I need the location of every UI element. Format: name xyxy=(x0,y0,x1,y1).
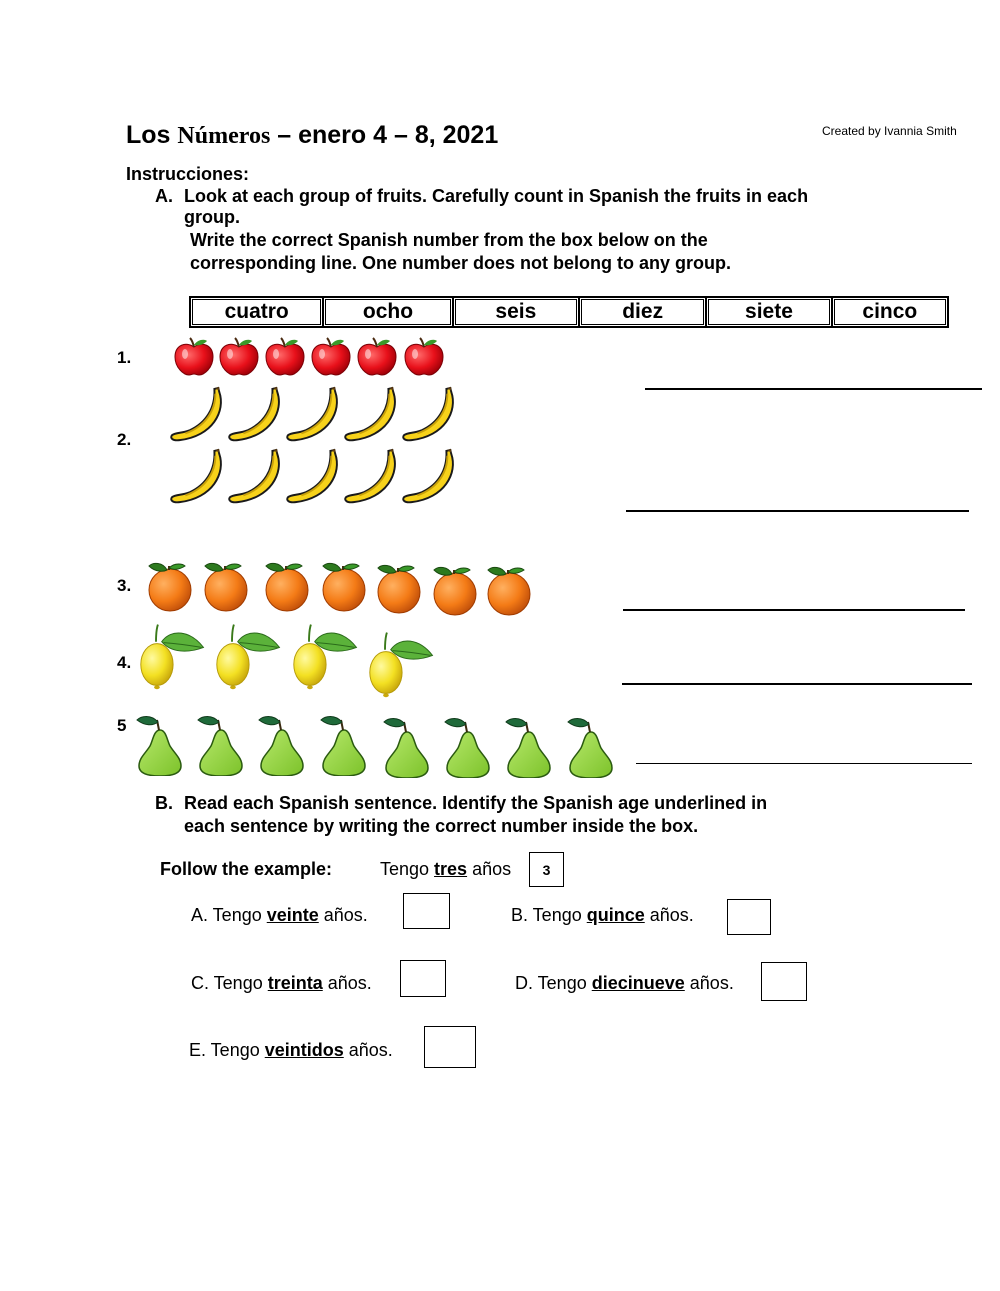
word-bank-cell: cuatro xyxy=(190,297,323,327)
instruction-a-marker: A. xyxy=(155,186,173,206)
answer-box-c[interactable] xyxy=(400,960,446,997)
orange-icon xyxy=(201,560,251,612)
sentence-a xyxy=(191,905,368,926)
sentence-c xyxy=(191,973,372,994)
word-bank-cell: siete xyxy=(706,297,831,327)
part-b-line: each sentence by writing the correct number inside the box. xyxy=(184,816,699,836)
example-label: Follow the example: xyxy=(160,859,333,879)
sentence-text: años xyxy=(467,859,512,879)
sentence-text: años. xyxy=(684,973,734,993)
answer-line[interactable] xyxy=(636,763,972,764)
example-sentence xyxy=(380,859,511,880)
answer-line[interactable] xyxy=(623,609,965,611)
banana-icon xyxy=(342,386,400,444)
underlined-age: treinta xyxy=(267,973,323,993)
answer-box-a[interactable] xyxy=(403,893,450,929)
orange-icon xyxy=(484,564,534,616)
word-bank-cell: cinco xyxy=(832,297,948,327)
answer-box-d[interactable] xyxy=(761,962,807,1001)
pear-icon xyxy=(135,714,185,776)
answer-line[interactable] xyxy=(645,388,982,390)
orange-icon xyxy=(262,560,312,612)
word-bank xyxy=(189,296,949,328)
part-b-instructions xyxy=(184,792,904,838)
example-answer-box: 3 xyxy=(529,852,564,887)
pear-icon xyxy=(319,714,369,776)
author-credit: Created by Ivannia Smith xyxy=(822,124,957,138)
apple-icon xyxy=(172,337,216,377)
banana-icon xyxy=(284,386,342,444)
lemon-icon xyxy=(366,628,442,698)
instructions-label: Instrucciones: xyxy=(126,164,250,184)
title-text: Los xyxy=(126,121,178,149)
banana-icon xyxy=(168,386,226,444)
question-number: 1. xyxy=(117,348,132,367)
question-number: 4. xyxy=(117,653,132,672)
page-title xyxy=(126,121,498,150)
part-b-line: Read each Spanish sentence. Identify the Spanish age underlined in xyxy=(184,793,768,813)
instruction-a-line: group. xyxy=(184,207,240,227)
sentence-e xyxy=(189,1040,393,1061)
lemon-icon xyxy=(137,620,213,690)
orange-icon xyxy=(430,564,480,616)
instruction-a-text xyxy=(184,186,904,228)
answer-box-b[interactable] xyxy=(727,899,771,935)
pear-icon xyxy=(504,716,554,778)
instruction-a-line: Look at each group of fruits. Carefully count in Spanish the fruits in each xyxy=(184,186,809,206)
apple-icon xyxy=(309,337,353,377)
underlined-age: tres xyxy=(434,859,468,879)
banana-icon xyxy=(400,386,458,444)
lemon-icon xyxy=(213,620,289,690)
instruction-a-text-2 xyxy=(190,229,910,275)
sentence-text: B. Tengo xyxy=(511,905,587,925)
orange-icon xyxy=(319,560,369,612)
question-number: 5 xyxy=(117,716,127,735)
sentence-text: D. Tengo xyxy=(515,973,592,993)
sentence-text: E. Tengo xyxy=(189,1040,265,1060)
sentence-text: años. xyxy=(322,973,372,993)
title-date: – enero 4 – 8, 2021 xyxy=(270,121,499,149)
question-number: 3. xyxy=(117,576,132,595)
banana-icon xyxy=(400,448,458,506)
banana-icon xyxy=(226,448,284,506)
apple-icon xyxy=(217,337,261,377)
underlined-age: veinte xyxy=(266,905,319,925)
banana-icon xyxy=(168,448,226,506)
banana-icon xyxy=(342,448,400,506)
banana-icon xyxy=(226,386,284,444)
sentence-b xyxy=(511,905,694,926)
pear-icon xyxy=(566,716,616,778)
word-bank-cell: diez xyxy=(579,297,706,327)
apple-icon xyxy=(355,337,399,377)
answer-line[interactable] xyxy=(626,510,969,512)
orange-icon xyxy=(145,560,195,612)
word-bank-cell: seis xyxy=(453,297,579,327)
orange-icon xyxy=(374,562,424,614)
sentence-text: C. Tengo xyxy=(191,973,268,993)
sentence-text: años. xyxy=(343,1040,393,1060)
part-b-marker: B. xyxy=(155,793,173,813)
underlined-age: veintidos xyxy=(264,1040,344,1060)
answer-line[interactable] xyxy=(622,683,972,685)
sentence-text: años. xyxy=(318,905,368,925)
underlined-age: diecinueve xyxy=(591,973,685,993)
sentence-d xyxy=(515,973,734,994)
answer-box-e[interactable] xyxy=(424,1026,476,1068)
lemon-icon xyxy=(290,620,366,690)
title-text-serif: Números xyxy=(177,123,271,149)
banana-icon xyxy=(284,448,342,506)
pear-icon xyxy=(257,714,307,776)
sentence-text: años. xyxy=(644,905,694,925)
sentence-text: A. Tengo xyxy=(191,905,267,925)
underlined-age: quince xyxy=(586,905,645,925)
pear-icon xyxy=(196,714,246,776)
pear-icon xyxy=(382,716,432,778)
instruction-a-line: Write the correct Spanish number from the box below on the xyxy=(190,230,708,250)
pear-icon xyxy=(443,716,493,778)
sentence-text: Tengo xyxy=(380,859,435,879)
apple-icon xyxy=(402,337,446,377)
question-number: 2. xyxy=(117,430,132,449)
instruction-a-line: corresponding line. One number does not belong to any group. xyxy=(190,253,732,273)
apple-icon xyxy=(263,337,307,377)
word-bank-cell: ocho xyxy=(323,297,452,327)
